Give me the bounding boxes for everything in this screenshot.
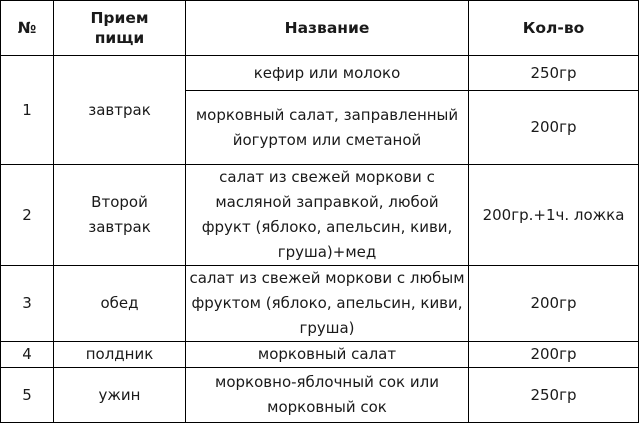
row-item-name: морковный салат, заправленный йогуртом или сметаной [186,91,469,165]
table-row [1,342,639,368]
row-item-qty: 250гр [469,56,639,91]
row-item-qty: 200гр [469,91,639,165]
row-meal: полдник [54,342,186,368]
row-item-name: морковно-яблочный сок или морковный сок [186,368,469,423]
table-header-row [1,1,639,56]
row-meal: ужин [54,368,186,423]
header-qty: Кол-во [469,1,639,56]
row-item-name: салат из свежей моркови с масляной заправкой, любой фрукт (яблоко, апельсин, киви, груша)+мед [186,165,469,266]
row-meal: завтрак [54,56,186,165]
row-item-qty: 200гр [469,266,639,342]
row-item-qty: 250гр [469,368,639,423]
row-num: 1 [1,56,54,165]
row-item-name: кефир или молоко [186,56,469,91]
row-meal: обед [54,266,186,342]
row-item-name: салат из свежей моркови с любым фруктом (яблоко, апельсин, киви, груша) [186,266,469,342]
row-item-qty: 200гр.+1ч. ложка [469,165,639,266]
row-item-name: морковный салат [186,342,469,368]
header-name: Название [186,1,469,56]
row-num: 5 [1,368,54,423]
table-row [1,165,639,266]
header-meal: Прием пищи [54,1,186,56]
row-item-qty: 200гр [469,342,639,368]
row-num: 3 [1,266,54,342]
table-row [1,266,639,342]
row-meal: Второй завтрак [54,165,186,266]
header-num: № [1,1,54,56]
row-num: 4 [1,342,54,368]
table-row [1,368,639,423]
table-row [1,56,639,91]
row-num: 2 [1,165,54,266]
